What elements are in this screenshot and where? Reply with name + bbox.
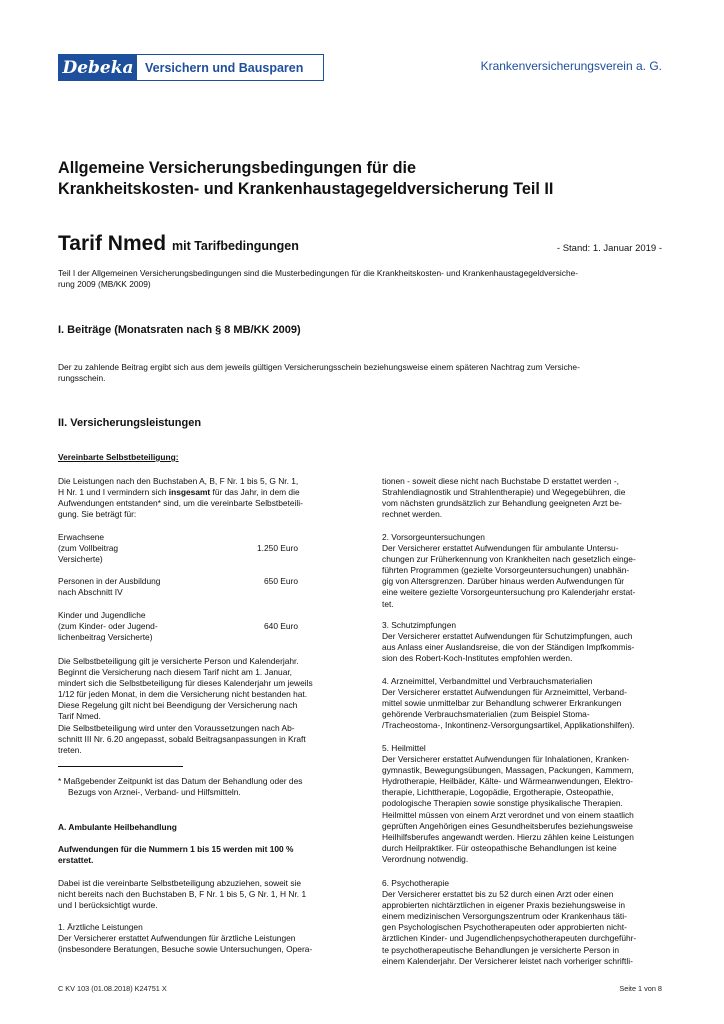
sb-table-row-trainees: Personen in der Ausbildung nach Abschnitt IV 650 Euro (58, 576, 298, 598)
section-1-text: Der zu zahlende Beitrag ergibt sich aus dem jeweils gültigen Versicherungsschein beziehungsweise einem späteren Nachtrag zum Versiche- rungsschein. (58, 362, 580, 384)
item-2-vorsorge: 2. Vorsorgeuntersuchungen Der Versicherer erstattet Aufwendungen für ambulante Untersu- chungen zur Früherkennung von Krankheiten nach gesetzlich einge- führten Programmen (gezielte Vorsorgeuntersuchungen) unabhän- gig von Altersgrenzen. Darüber hinaus werden Aufwendungen für eine weitere gezielte Vorsorgeuntersuchung pro Kalenderjahr erstat- tet. (382, 532, 636, 609)
section-a-reimbursement: Aufwendungen für die Nummern 1 bis 15 werden mit 100 % erstattet. (58, 844, 294, 866)
item-5-heilmittel: 5. Heilmittel Der Versicherer erstattet Aufwendungen für Inhalationen, Kranken- gymnastik, Bewegungsübungen, Massagen, Packungen, Kammern, Hydrotherapie, Heilbäder, Kälte- und Wärmeanwendungen, Elektro- therapie, Lichttherapie, Logopädie, Ergotherapie, Osteopathie, podologische Therapien sowie sonstige physikalische Therapien. Heilmittel müssen von einem Arzt verordnet und von einem staatlich geprüften Angehörigen eines Gesundheitsberufes beziehungsweise Heilhilfsberufes angewandt werden. Hierzu zählen keine Leistungen durch Heilpraktiker. Für osteopathische Behandlungen ist keine Verordnung notwendig. (382, 743, 634, 864)
section-a-text: Dabei ist die vereinbarte Selbstbeteiligung abzuziehen, soweit sie nicht bereits nach den Buchstaben B, F Nr. 1 bis 5, G Nr. 1, H Nr. 1 und I berücksichtigt wurde. (58, 878, 307, 911)
sb-table-row-adults: Erwachsene (zum Vollbeitrag Versicherte) 1.250 Euro (58, 532, 298, 565)
logo-mark: Debeka (59, 55, 137, 80)
section-1-heading: I. Beiträge (Monatsraten nach § 8 MB/KK 2009) (58, 324, 301, 336)
section-2-heading: II. Versicherungsleistungen (58, 417, 202, 429)
item-4-arzneimittel: 4. Arzneimittel, Verbandmittel und Verbrauchsmaterialien Der Versicherer erstattet Aufwendungen für Arzneimittel, Verband- mittel sowie unmittelbar zur Behandlung schwerer Erkrankungen gehörende Verbrauchsmaterialien (zum Beispiel Stoma- /Tracheostoma-, Inkontinenz-Versorgungsartikel, Applikationshilfen). (382, 676, 635, 731)
item-6-psychotherapie: 6. Psychotherapie Der Versicherer erstattet bis zu 52 durch einen Arzt oder einen approbierten nichtärztlichen in eigener Praxis beziehungsweise in einem medizinischen Versorgungszentrum oder Krankenhaus täti- gen Psychologischen Psychotherapeuten oder approbierten nicht- ärztlichen Kinder- und Jugendlichenpsychotherapeuten durchgeführ- te psychotherapeutische Behandlungen je versicherte Person in einem Kalenderjahr. Der Versicherer leistet nach vorheriger schriftli- (382, 878, 637, 966)
debeka-logo (58, 54, 324, 81)
footer-form-number: C KV 103 (01.08.2018) K24751 X (58, 984, 167, 993)
footer-page-number: Seite 1 von 8 (619, 984, 662, 993)
tarif-title: Tarif Nmed mit Tarifbedingungen (58, 232, 299, 255)
footnote-separator (58, 766, 183, 767)
item-1-continued: tionen - soweit diese nicht nach Buchstabe D erstattet werden -, Strahlendiagnostik und Strahlentherapie) und Wegegebühren, die vom nächsten grundsätzlich zur Behandlung geeigneten Arzt be- rechnet werden. (382, 476, 626, 520)
section-a-heading: A. Ambulante Heilbehandlung (58, 822, 177, 832)
logo-slogan: Versichern und Bausparen (145, 60, 304, 75)
sb-table-row-children: Kinder und Jugendliche (zum Kinder- oder Jugend- lichenbeitrag Versicherte) 640 Euro (58, 610, 298, 643)
item-1-aerztliche-leistungen: 1. Ärztliche Leistungen Der Versicherer erstattet Aufwendungen für ärztliche Leistungen (insbesondere Beratungen, Besuche sowie Untersuchungen, Opera- (58, 922, 313, 955)
intro-paragraph: Teil I der Allgemeinen Versicherungsbedingungen sind die Musterbedingungen für die Krankheitskosten- und Krankenhaustagegeldversiche- rung 2009 (MB/KK 2009) (58, 268, 579, 290)
selbstbeteiligung-text: Die Leistungen nach den Buchstaben A, B, F Nr. 1 bis 5, G Nr. 1, H Nr. 1 und I vermindern sich insgesamt für das Jahr, in dem die Aufwendungen entstanden* sind, um die vereinbarte Selbstbeteili- gung. Sie beträgt für: (58, 476, 303, 520)
selbstbeteiligung-heading: Vereinbarte Selbstbeteiligung: (58, 452, 179, 462)
stand-date: - Stand: 1. Januar 2019 - (556, 243, 662, 254)
item-3-schutzimpfungen: 3. Schutzimpfungen Der Versicherer erstattet Aufwendungen für Schutzimpfungen, auch aus Anlass einer Auslandsreise, die von der Ständigen Impfkommis- sion des Robert-Koch-Institutes empfohlen werden. (382, 620, 635, 664)
footnote: * Maßgebender Zeitpunkt ist das Datum der Behandlung oder des Bezugs von Arznei-, Verband- und Hilfsmitteln. (58, 776, 303, 798)
document-title: Allgemeine Versicherungsbedingungen für die Krankheitskosten- und Krankenhaustagegeldversicherung Teil II (58, 159, 554, 198)
selbstbeteiligung-rules: Die Selbstbeteiligung gilt je versicherte Person und Kalenderjahr. Beginnt die Versicherung nach diesem Tarif nicht am 1. Januar, mindert sich die Selbstbeteiligung für dieses Kalenderjahr um jeweils 1/12 für jeden Monat, in dem die Versicherung nicht bestanden hat. Diese Regelung gilt nicht bei Beendigung der Versicherung nach Tarif Nmed. Die Selbstbeteiligung wird unter den Voraussetzungen nach Ab- schnitt III Nr. 6.20 angepasst, sobald Beitragsanpassungen in Kraft treten. (58, 656, 313, 755)
company-name: Krankenversicherungsverein a. G. (480, 59, 662, 73)
